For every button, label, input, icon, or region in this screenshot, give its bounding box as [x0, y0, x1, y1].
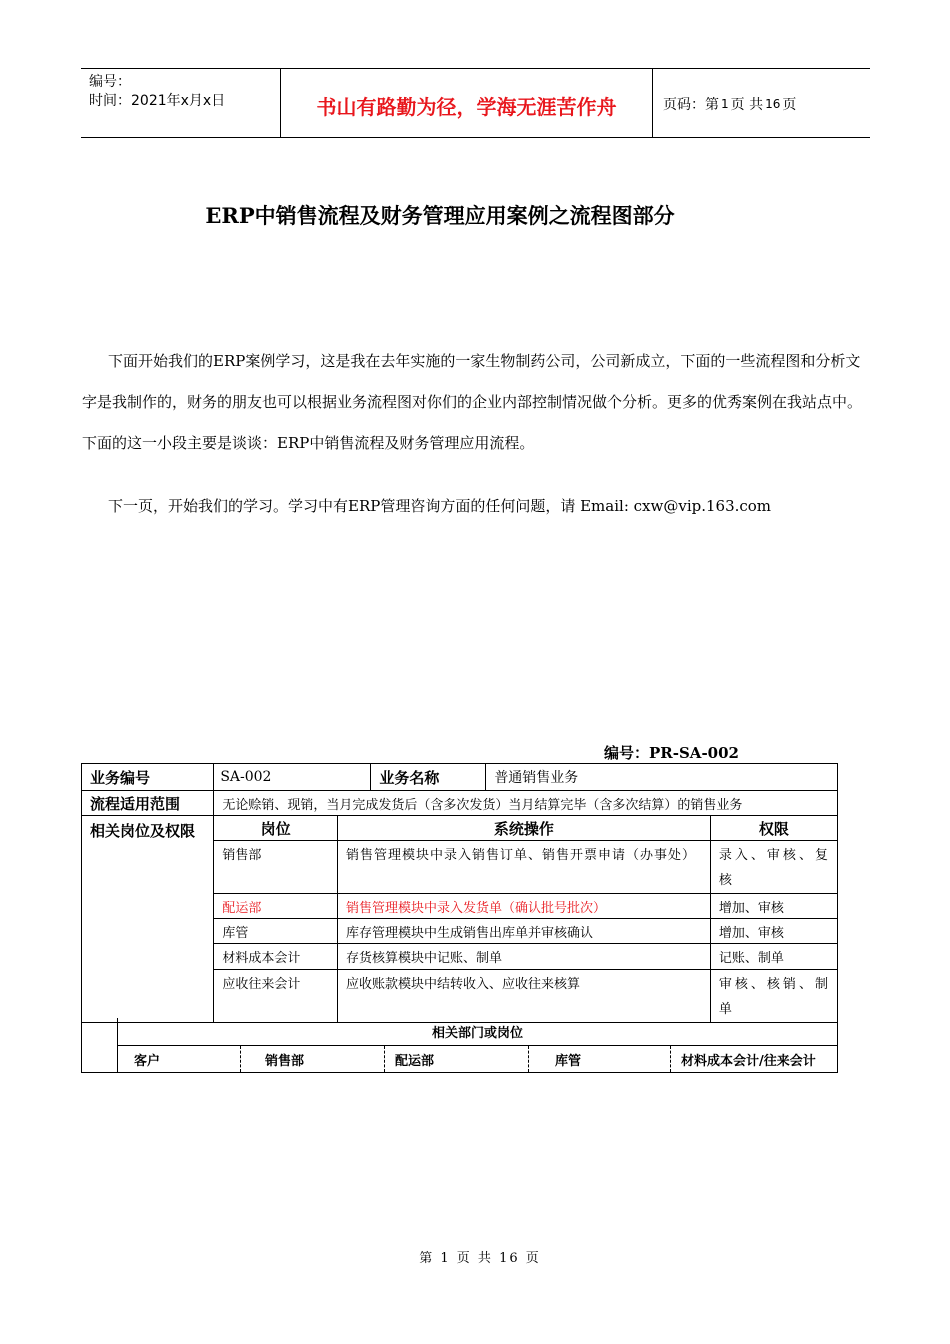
time-label: 时间：2021年x月x日 [89, 93, 226, 109]
roles-label: 相关岗位及权限 [82, 816, 214, 1023]
scope-label: 流程适用范围 [82, 791, 214, 816]
row-operation: 销售管理模块中录入销售订单、销售开票申请（办事处） [337, 841, 710, 894]
header-page-indicator [653, 69, 870, 137]
page-mid: 页 共 [730, 97, 764, 113]
footer-suffix: 页 [525, 1251, 541, 1266]
scope-value: 无论赊销、现销，当月完成发货后（含多次发货）当月结算完毕（含多次结算）的销售业务 [214, 791, 838, 816]
row-permission: 录入、审核、复核 [710, 841, 837, 894]
table-row [82, 764, 838, 791]
page-prefix: 页码：第 [663, 97, 719, 113]
biz-name-value: 普通销售业务 [486, 764, 838, 791]
row-operation: 销售管理模块中录入发货单（确认批号批次） [337, 894, 710, 919]
lane-customer: 客户 [118, 1046, 241, 1072]
lane-delivery: 配运部 [385, 1046, 529, 1072]
footer-prefix: 第 [419, 1251, 435, 1266]
page-header [81, 68, 870, 138]
paragraph-2: 下一页，开始我们的学习。学习中有ERP管理咨询方面的任何问题，请 Email: cxw@vip.163.com [108, 497, 772, 515]
biz-no-value: SA-002 [220, 769, 272, 785]
row-permission: 增加、审核 [710, 919, 837, 944]
col-permission-header: 权限 [710, 816, 837, 841]
col-position-header: 岗位 [214, 816, 338, 841]
page-suffix: 页 [782, 97, 797, 113]
lane-warehouse: 库管 [529, 1046, 671, 1072]
process-table [81, 763, 838, 1023]
lane-accounting: 材料成本会计/往来会计 [681, 1053, 816, 1069]
biz-no-label: 业务编号 [82, 764, 214, 791]
number-label: 编号： [89, 74, 131, 90]
row-operation: 存货核算模块中记账、制单 [337, 944, 710, 970]
row-position: 配运部 [214, 894, 338, 919]
footer-mid: 页 共 [456, 1251, 493, 1266]
table-row [82, 816, 838, 841]
intro-paragraph [82, 341, 868, 464]
related-label: 相关部门或岗位 [118, 1018, 837, 1046]
row-permission: 审核、核销、制单 [710, 970, 837, 1023]
row-operation: 应收账款模块中结转收入、应收往来核算 [337, 970, 710, 1023]
paragraph-1: 下面开始我们的ERP案例学习，这是我在去年实施的一家生物制药公司，公司新成立，下面的一些流程图和分析文字是我制作的，财务的朋友也可以根据业务流程图对你们的企业内部控制情况做个分析。更多的优秀案例在我站点中。下面的这一小段主要是谈谈：ERP中销售流程及财务管理应用流程。 [82, 352, 863, 452]
footer-total: 16 [499, 1251, 520, 1266]
row-operation: 库存管理模块中生成销售出库单并审核确认 [337, 919, 710, 944]
row-position: 库管 [214, 919, 338, 944]
page-current: 1 [721, 97, 729, 111]
page-footer [0, 1247, 950, 1266]
contact-paragraph [82, 486, 868, 527]
lane-labels [118, 1046, 837, 1072]
row-position: 材料成本会计 [214, 944, 338, 970]
header-meta [81, 69, 281, 137]
row-position: 应收往来会计 [214, 970, 338, 1023]
document-title: ERP中销售流程及财务管理应用案例之流程图部分 [205, 203, 675, 228]
lane-sales: 销售部 [241, 1046, 385, 1072]
footer-current: 1 [440, 1251, 451, 1266]
biz-name-label: 业务名称 [370, 764, 479, 790]
row-permission: 记账、制单 [710, 944, 837, 970]
row-permission: 增加、审核 [710, 894, 837, 919]
doc-code: 编号：PR-SA-002 [604, 744, 739, 762]
row-position: 销售部 [214, 841, 338, 894]
header-motto: 书山有路勤为径，学海无涯苦作舟 [281, 69, 653, 137]
page-total: 16 [765, 97, 781, 111]
table-row [82, 791, 838, 816]
swimlane-header [81, 1018, 838, 1073]
col-operation-header: 系统操作 [337, 816, 710, 841]
